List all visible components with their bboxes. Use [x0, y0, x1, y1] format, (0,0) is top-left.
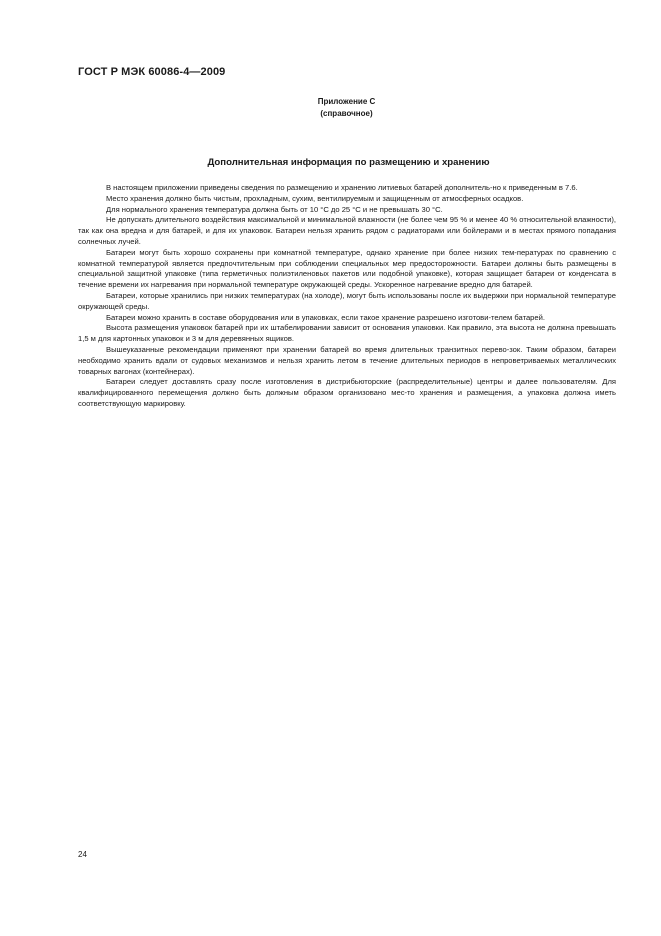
paragraph: Батареи, которые хранились при низких температурах (на холоде), могут быть использованы после их выдержки при нормальной температуре окружающей среды.: [78, 290, 616, 311]
paragraph: Место хранения должно быть чистым, прохладным, сухим, вентилируемым и защищенным от атмосферных осадков.: [106, 193, 524, 203]
body-text: [78, 183, 616, 410]
page-number: 24: [78, 850, 87, 859]
section-title: Дополнительная информация по размещению и хранению: [207, 157, 490, 168]
paragraph: В настоящем приложении приведены сведения по размещению и хранению литиевых батарей дополнитель-но к приведенным в 7.6.: [106, 183, 578, 192]
document-code: ГОСТ Р МЭК 60086-4—2009: [78, 66, 226, 78]
paragraph: Высота размещения упаковок батарей при их штабелировании зависит от основания упаковки. Как правило, эта высота не должна превышать 1,5 м для картонных упаковок и 3 м для деревянных ящиков.: [78, 323, 616, 344]
paragraph: Для нормального хранения температура должна быть от 10 °С до 25 °С и не превышать 30 °С.: [106, 204, 443, 214]
paragraph: Не допускать длительного воздействия максимальной и минимальной влажности (не более чем 95 % и менее 40 % относительной влажности), так как она вредна и для батарей, и для их упаковок. Батареи нельзя хранить рядом с радиаторами или бойлерами и в местах прямого попадания солнечных лучей.: [78, 215, 616, 246]
annex-title: Приложение С: [317, 97, 376, 106]
annex-kind: (справочное): [320, 109, 373, 118]
paragraph: Батареи следует доставлять сразу после изготовления в дистрибьюторские (распределительные) центры и далее пользователям. Для квалифицированного перемещения должно быть должным образом организовано мес-то хранения и размещения, а упаковка должна иметь соответствующую маркировку.: [78, 377, 616, 408]
paragraph: Вышеуказанные рекомендации применяют при хранении батарей во время длительных транзитных перево-зок. Таким образом, батареи необходимо хранить вдали от судовых механизмов и нельзя хранить летом в течение длительных периодов в непроветриваемых металлических товарных вагонах (контейнерах).: [78, 344, 616, 376]
paragraph: Батареи могут быть хорошо сохранены при комнатной температуре, однако хранение при более низких тем-пературах по сравнению с комнатной температурой является предпочтительным при соблюдении специальных мер предосторожности. Батареи должны быть размещены в специальной защитной упаковке (типа герметичных полиэтиленовых пакетов или подобной упаковке), которая защищает батареи от конденсата в течение времени их нагревания при нормальной температуре окружающей среды. Ускоренное нагревание вредно для батарей.: [78, 247, 616, 290]
paragraph: Батареи можно хранить в составе оборудования или в упаковках, если такое хранение разрешено изготови-телем батарей.: [106, 312, 545, 322]
